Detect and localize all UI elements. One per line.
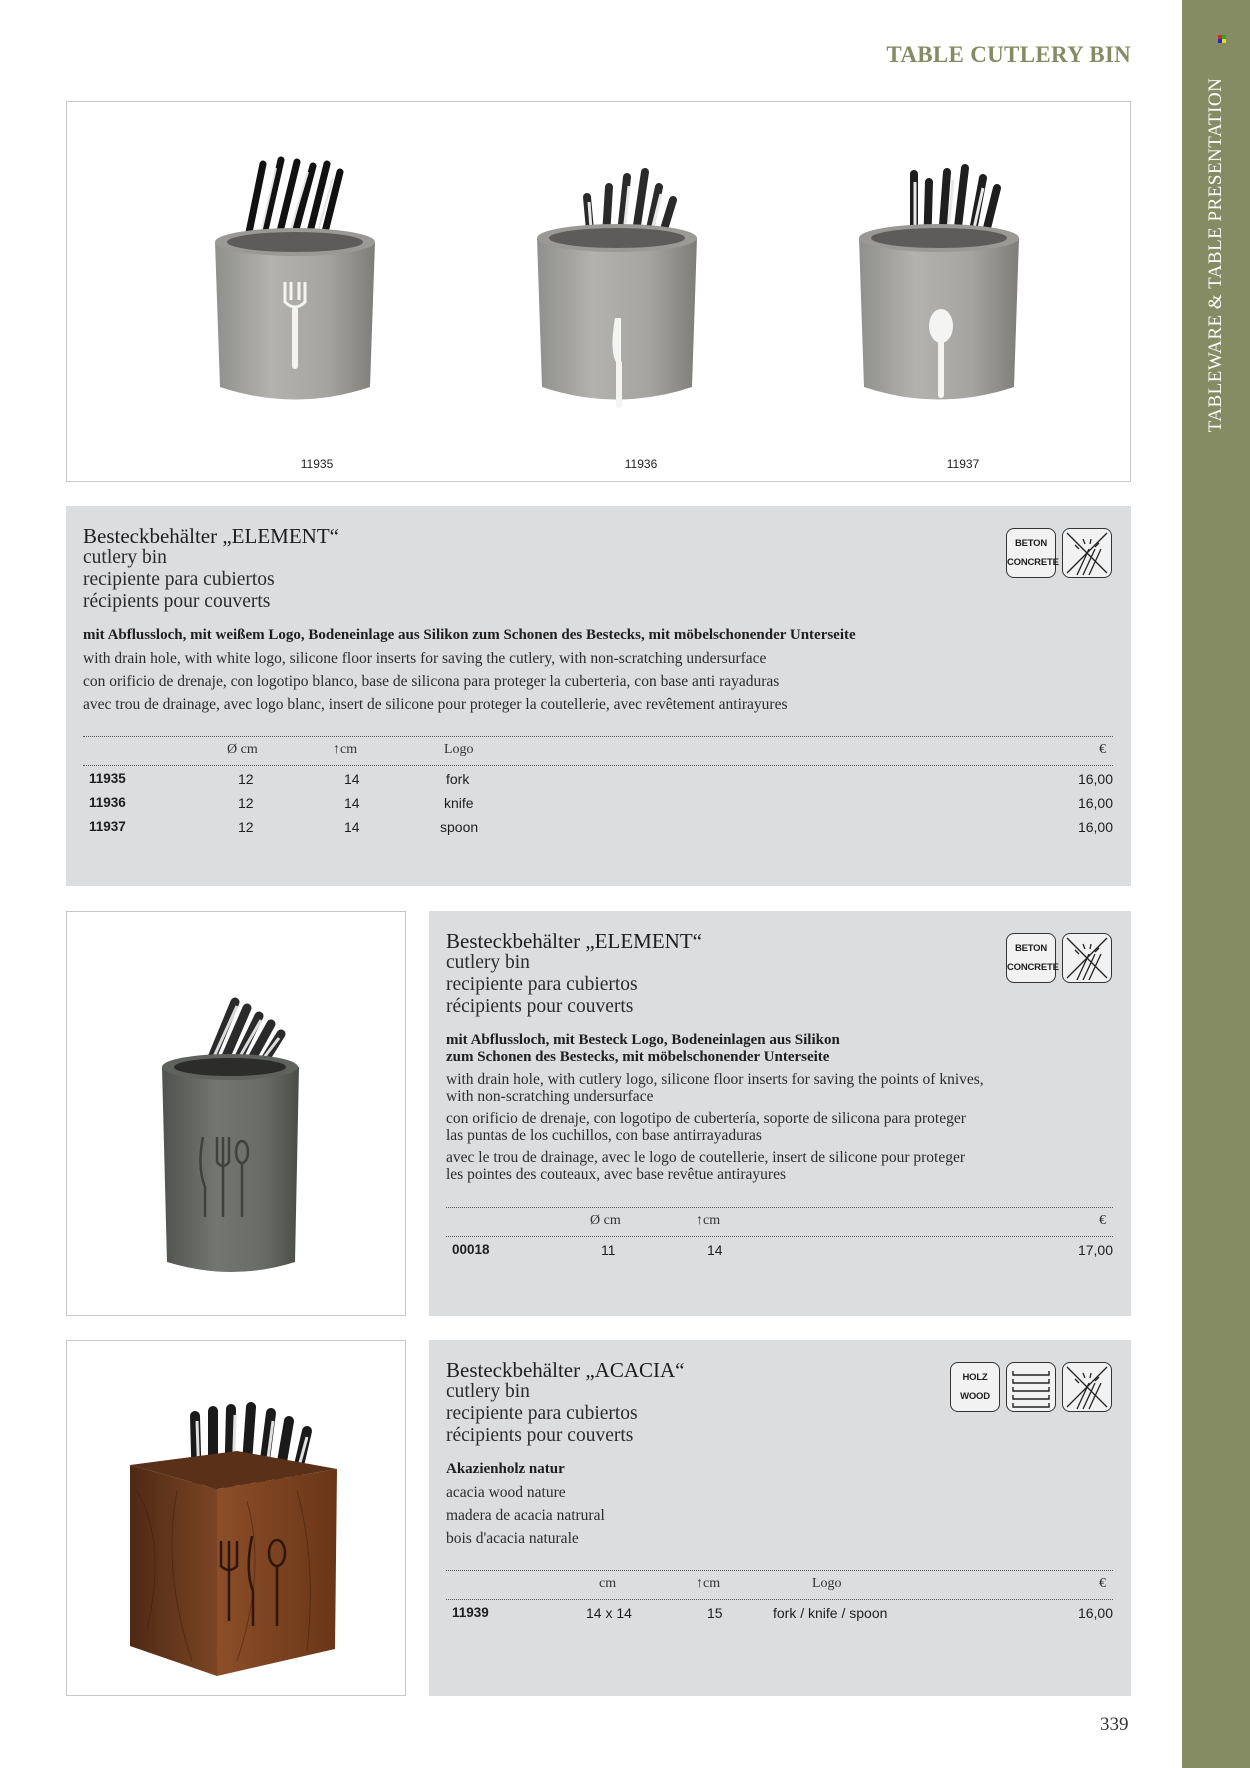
product-name-en: cutlery bin <box>446 1381 530 1402</box>
photo-caption: 11937 <box>946 457 980 471</box>
dark-concrete-bin-photo <box>67 912 404 1314</box>
column-header-price: € <box>1099 1576 1106 1591</box>
product-title: Besteckbehälter „ACACIA“ <box>446 1358 685 1382</box>
product-panel-element-cutlery-logo <box>429 911 1131 1316</box>
acacia-wood-bin-photo <box>67 1341 404 1694</box>
concrete-bins-photo <box>67 102 1129 480</box>
price-table: Ø cm ↑cm € 00018 11 14 17,00 <box>446 1207 1113 1267</box>
height-arrow-icon: ↑ <box>333 742 340 757</box>
product-panel-acacia <box>429 1340 1131 1696</box>
description-es: con orificio de drenaje, con logotipo de cubertería, soporte de silicona para proteger las puntas de los cuchillos, con base antirrayaduras <box>446 1110 966 1144</box>
product-name-en: cutlery bin <box>446 952 530 973</box>
description-en: with drain hole, with white logo, silicone floor inserts for saving the cutlery, with non-scratching undersurface <box>83 650 767 667</box>
product-name-fr: récipients pour couverts <box>446 996 634 1017</box>
column-header-logo: Logo <box>444 742 474 757</box>
concrete-badge: BETON CONCRETE <box>1006 933 1056 983</box>
product-title: Besteckbehälter „ELEMENT“ <box>446 929 702 953</box>
height-arrow-icon: ↑ <box>696 1213 703 1228</box>
column-header-size: cm <box>599 1576 617 1591</box>
description-en: acacia wood nature <box>446 1484 566 1501</box>
product-photo-acacia-11939 <box>66 1340 406 1696</box>
product-title: Besteckbehälter „ELEMENT“ <box>83 524 339 548</box>
product-name-es: recipiente para cubiertos <box>446 1403 638 1424</box>
height-arrow-icon: ↑ <box>696 1576 703 1591</box>
product-name-en: cutlery bin <box>83 547 167 568</box>
description-en: with drain hole, with cutlery logo, silicone floor inserts for saving the points of knives, with non-scratching undersurface <box>446 1071 984 1105</box>
product-name-es: recipiente para cubiertos <box>446 974 638 995</box>
column-header-price: € <box>1099 742 1106 757</box>
photo-caption: 11936 <box>624 457 658 471</box>
page-number: 339 <box>1100 1714 1129 1735</box>
product-name-fr: récipients pour couverts <box>83 591 271 612</box>
description-es: madera de acacia natrural <box>446 1507 605 1524</box>
page-title: TABLE CUTLERY BIN <box>886 42 1131 67</box>
description-fr: avec trou de drainage, avec logo blanc, insert de silicone pour proteger la coutellerie, avec revêtement antirayures <box>83 696 788 713</box>
column-header-price: € <box>1099 1213 1106 1228</box>
price-table: cm ↑cm Logo € 11939 14 x 14 15 fork / knife / spoon 16,00 <box>446 1570 1113 1630</box>
description-de: mit Abflussloch, mit Besteck Logo, Bodeneinlagen aus Silikon zum Schonen des Bestecks, mit möbelschonender Unterseite <box>446 1032 840 1065</box>
photo-caption: 11935 <box>300 457 334 471</box>
description-fr: bois d'acacia naturale <box>446 1530 579 1547</box>
concrete-badge: BETON CONCRETE <box>1006 528 1056 578</box>
wood-badge: HOLZ WOOD <box>950 1362 1000 1412</box>
price-table: Ø cm ↑cm Logo € 11935 12 14 fork 16,00 11936 12 14 knife 16,00 11937 12 14 spoon 16,00 <box>83 736 1113 856</box>
cutlery-dishwasher-icon <box>1062 933 1112 983</box>
column-header-height: ↑cm <box>696 1576 721 1591</box>
cutlery-dishwasher-icon <box>1062 528 1112 578</box>
column-header-logo: Logo <box>812 1576 842 1591</box>
stackable-icon <box>1006 1362 1056 1412</box>
description-fr: avec le trou de drainage, avec le logo de coutellerie, insert de silicone pour proteger les pointes des couteaux, avec base revêtue antirayures <box>446 1149 966 1183</box>
description-de: mit Abflussloch, mit weißem Logo, Bodeneinlage aus Silikon zum Schonen des Bestecks, mit möbelschonender Unterseite <box>83 627 856 643</box>
column-header-diameter: Ø cm <box>227 742 258 757</box>
column-header-height: ↑cm <box>696 1213 721 1228</box>
product-panel-element-white-logo <box>66 506 1131 886</box>
product-photo-element-00018 <box>66 911 406 1316</box>
product-name-fr: récipients pour couverts <box>446 1425 634 1446</box>
registration-mark <box>1218 35 1226 43</box>
column-header-height: ↑cm <box>333 742 358 757</box>
product-name-es: recipiente para cubiertos <box>83 569 275 590</box>
column-header-diameter: Ø cm <box>590 1213 621 1228</box>
product-photo-gallery <box>66 101 1131 482</box>
side-tab-label: TABLEWARE & TABLE PRESENTATION <box>1205 77 1226 433</box>
description-es: con orificio de drenaje, con logotipo blanco, base de silicona para proteger la cuberteria, con base anti rayaduras <box>83 673 780 690</box>
description-de: Akazienholz natur <box>446 1461 565 1477</box>
cutlery-dishwasher-icon <box>1062 1362 1112 1412</box>
